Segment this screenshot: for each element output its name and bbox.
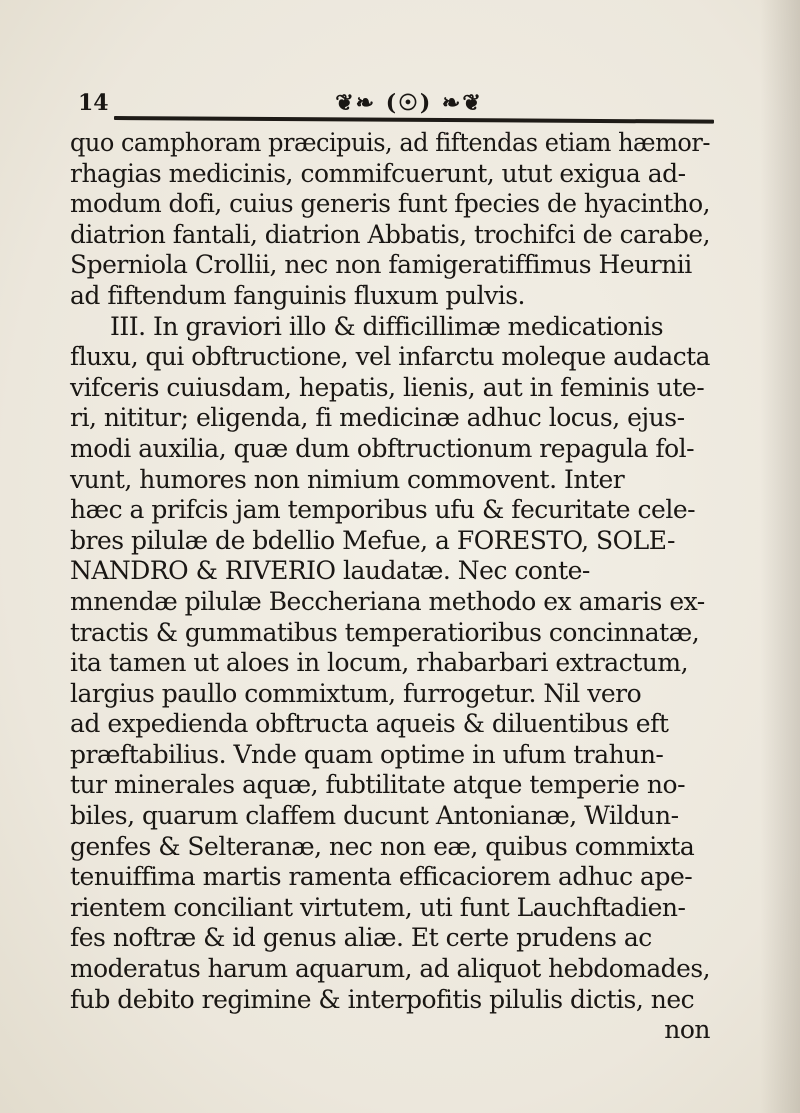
text-line: tenuiffima martis ramenta efficaciorem adhuc ape- (70, 862, 693, 892)
text-line: largius paullo commixtum, furrogetur. Nil vero (70, 678, 642, 708)
text-line: hæc a prifcis jam temporibus ufu & fecuritate cele- (70, 495, 696, 525)
text-line: biles, quarum claffem ducunt Antonianæ, Wildun- (70, 801, 679, 831)
text-line: tur minerales aquæ, fubtilitate atque temperie no- (70, 770, 686, 800)
text-line: mnendæ pilulæ Beccheriana methodo ex amaris ex- (70, 586, 705, 616)
text-line: genfes & Selteranæ, nec non eæ, quibus commixta (70, 831, 695, 861)
text-line: rientem conciliant virtutem, uti funt Lauchftadien- (70, 892, 686, 922)
text-line: modi auxilia, quæ dum obftructionum repagula fol- (70, 433, 695, 463)
text-line: fes noftræ & id genus aliæ. Et certe prudens ac (70, 923, 652, 953)
text-line: ad fiftendum fanguinis fluxum pulvis. (70, 280, 525, 310)
text-line: modum dofi, cuius generis funt fpecies de hyacintho, (70, 189, 711, 219)
page-edge-shadow (760, 0, 800, 1113)
paragraph-start-line: III. In graviori illo & difficillimæ medicationis (110, 311, 664, 341)
text-line: vifceris cuiusdam, hepatis, lienis, aut in feminis ute- (70, 372, 705, 402)
text-line: bres pilulæ de bdellio Mefue, a FORESTO, SOLE- (70, 525, 675, 555)
catchword: non (664, 1015, 710, 1045)
header-ornament: ❦❧ (☉) ❧❦ (335, 90, 483, 116)
page-number: 14 (78, 90, 109, 116)
text-line: ad expedienda obftructa aqueis & diluentibus eft (70, 709, 669, 739)
text-line: fluxu, qui obftructione, vel infarctu moleque audacta (70, 342, 710, 372)
text-line: præftabilius. Vnde quam optime in ufum trahun- (70, 739, 664, 769)
text-line: vunt, humores non nimium commovent. Inter (70, 464, 625, 494)
text-line: moderatus harum aquarum, ad aliquot hebdomades, (70, 954, 711, 984)
text-line: fub debito regimine & interpofitis pilulis dictis, nec (70, 984, 695, 1014)
text-line: NANDRO & RIVERIO laudatæ. Nec conte- (70, 556, 590, 586)
text-line: rhagias medicinis, commifcuerunt, utut exigua ad- (70, 158, 686, 188)
text-line: diatrion fantali, diatrion Abbatis, trochifci de carabe, (70, 219, 710, 249)
text-line: ita tamen ut aloes in locum, rhabarbari extractum, (70, 648, 689, 678)
text-line: Sperniola Crollii, nec non famigeratiffimus Heurnii (70, 250, 692, 280)
text-line: quo camphoram præcipuis, ad fiftendas etiam hæmor- (70, 128, 710, 157)
body-text (70, 128, 710, 1046)
text-line: tractis & gummatibus temperatioribus concinnatæ, (70, 617, 700, 647)
text-line: ri, nititur; eligenda, fi medicinæ adhuc locus, ejus- (70, 403, 685, 433)
page-header (74, 86, 694, 124)
header-rule (114, 116, 714, 124)
